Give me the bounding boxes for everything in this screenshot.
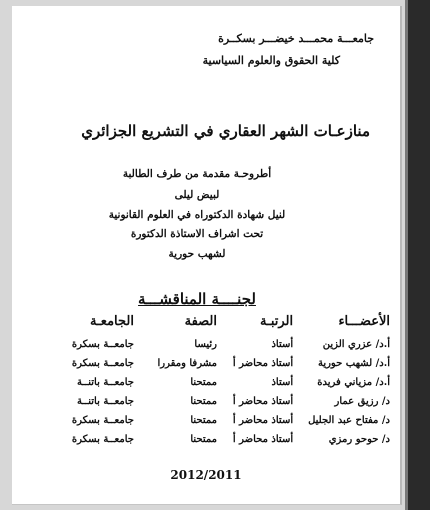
col-role: الصفة [184, 314, 218, 329]
member-university: جامعــة باتنــة [77, 396, 134, 407]
member-university: جامعــة بسكرة [71, 415, 134, 426]
col-members: الأعضـــاء [338, 314, 390, 329]
member-role: رئيسا [194, 339, 218, 350]
university-name: جامعـــة محمـــد خيضـــر بسكــرة [218, 32, 374, 45]
member-name: أ.د/ عزري الزين [322, 339, 390, 350]
thesis-title: منازعـات الشهر العقاري في التشريع الجزائري [81, 122, 370, 140]
academic-year: 2012/2011 [170, 468, 242, 482]
table-row [46, 373, 392, 392]
member-name: د/ مفتاح عبد الجليل [308, 415, 390, 426]
supervisor-name: لشهب حورية [168, 248, 226, 260]
table-row [46, 354, 392, 373]
col-rank: الرتبـة [260, 314, 294, 329]
member-rank: أستاذ محاضر أ [232, 358, 294, 369]
member-role: ممتحنا [190, 377, 218, 388]
student-name: لبيض ليلى [174, 189, 220, 201]
member-role: ممتحنا [190, 434, 218, 445]
table-row [46, 430, 392, 449]
supervision-line: تحت اشراف الاستاذة الدكتورة [130, 228, 264, 240]
table-row [46, 411, 392, 430]
member-university: جامعــة باتنــة [77, 377, 134, 388]
member-university: جامعــة بسكرة [71, 339, 134, 350]
member-rank: أستاذ محاضر أ [232, 396, 294, 407]
committee-table [46, 312, 392, 449]
member-rank: أستاذ [271, 377, 294, 388]
member-name: أ.د/ مزياني فريدة [317, 377, 390, 388]
member-rank: أستاذ محاضر أ [232, 415, 294, 426]
col-university: الجامعـة [90, 314, 134, 329]
member-rank: أستاذ [271, 339, 294, 350]
document-page [12, 6, 402, 505]
committee-heading: لجنــــة المناقشـــة [138, 290, 256, 308]
faculty-name: كلية الحقوق والعلوم السياسية [202, 54, 340, 67]
thesis-presented-by: أطروحـة مقدمة من طرف الطالبة [122, 168, 272, 180]
member-name: د/ حوحو رمزي [328, 434, 390, 445]
member-name: د/ رزيق عمار [334, 396, 390, 407]
member-role: ممتحنا [190, 415, 218, 426]
viewer-sidebar [405, 0, 430, 510]
table-row [46, 335, 392, 354]
member-role: ممتحنا [190, 396, 218, 407]
member-university: جامعــة بسكرة [71, 434, 134, 445]
degree-line: لنيل شهادة الدكتوراه في العلوم القانونية [108, 209, 286, 221]
committee-header-row [46, 312, 392, 335]
member-rank: أستاذ محاضر أ [232, 434, 294, 445]
member-name: أ.د/ لشهب حورية [317, 358, 390, 369]
member-role: مشرفا ومقررا [157, 358, 218, 369]
table-row [46, 392, 392, 411]
member-university: جامعــة بسكرة [71, 358, 134, 369]
